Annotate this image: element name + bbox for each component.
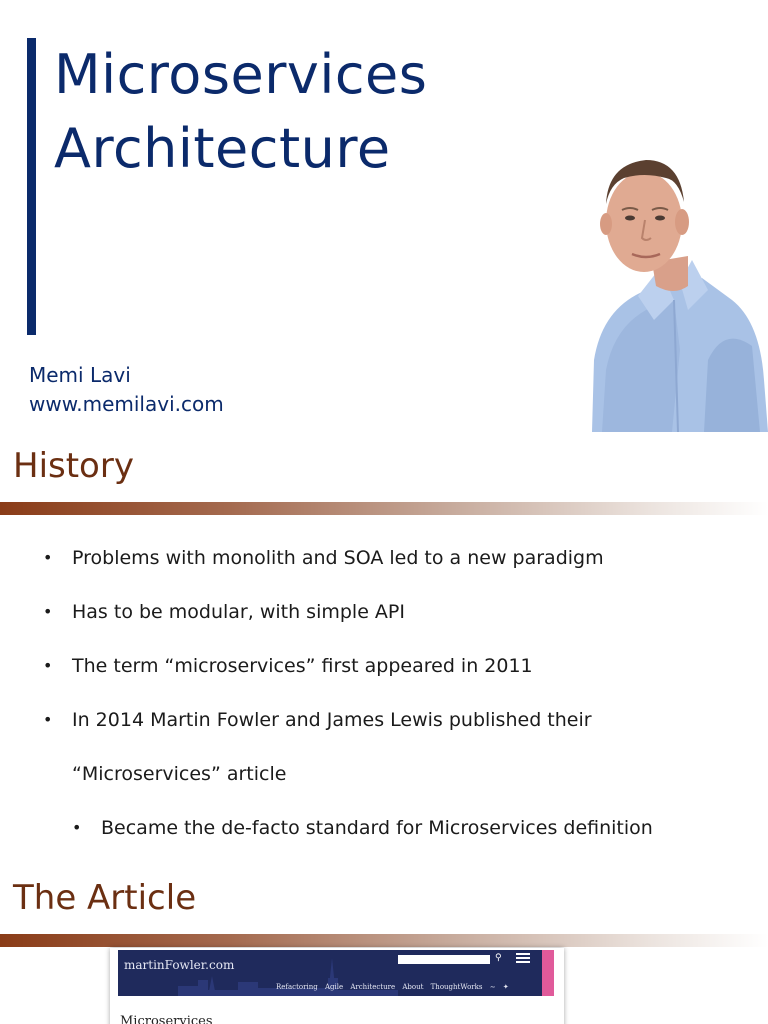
bullet-text: “Microservices” article xyxy=(72,763,287,785)
article-page-title: Microservices xyxy=(120,1014,213,1024)
article-slide xyxy=(0,864,768,1024)
search-icon: ⚲ xyxy=(495,953,502,963)
menu-icon xyxy=(516,951,530,963)
nav-item-agile: Agile xyxy=(324,983,344,991)
title-slide xyxy=(0,0,768,432)
author-block xyxy=(29,361,224,419)
article-screenshot xyxy=(110,948,564,1024)
bullet-text: The term “microservices” first appeared in 2011 xyxy=(72,655,533,677)
author-website: www.memilavi.com xyxy=(29,392,224,416)
bullet-item-continuation xyxy=(72,762,286,786)
site-nav xyxy=(276,983,514,991)
site-logo: martinFowler.com xyxy=(124,958,235,972)
nav-item-thoughtworks: ThoughtWorks xyxy=(430,983,483,991)
bullet-item xyxy=(43,708,592,732)
bullet-item xyxy=(43,546,604,570)
author-photo xyxy=(584,150,768,432)
site-header xyxy=(118,950,554,996)
nav-item-architecture: Architecture xyxy=(350,983,396,991)
history-title: History xyxy=(13,446,134,486)
bullet-dot-icon: • xyxy=(43,710,53,729)
nav-item-about: About xyxy=(402,983,424,991)
bullet-text: Has to be modular, with simple API xyxy=(72,601,405,623)
twitter-icon: ✦ xyxy=(502,983,509,991)
nav-item-refactoring: Refactoring xyxy=(276,983,318,991)
bullet-item xyxy=(43,654,533,678)
title-line-2: Architecture xyxy=(54,117,391,180)
site-search-input xyxy=(398,955,490,964)
sub-bullet-item xyxy=(72,816,653,840)
bullet-dot-icon: • xyxy=(43,602,53,621)
article-title: The Article xyxy=(13,878,197,918)
title-line-1: Microservices xyxy=(54,43,428,106)
history-bullet-list xyxy=(0,432,768,864)
rss-icon: ∼ xyxy=(489,983,496,991)
header-accent xyxy=(542,950,554,996)
bullet-dot-icon: • xyxy=(43,656,53,675)
history-slide xyxy=(0,432,768,864)
title-accent-bar xyxy=(27,38,36,335)
title-divider xyxy=(0,934,768,947)
bullet-dot-icon: • xyxy=(43,548,53,567)
bullet-text: Problems with monolith and SOA led to a new paradigm xyxy=(72,547,604,569)
author-name: Memi Lavi xyxy=(29,363,131,387)
bullet-text: In 2014 Martin Fowler and James Lewis published their xyxy=(72,709,592,731)
bullet-dot-icon: • xyxy=(72,818,82,837)
bullet-item xyxy=(43,600,405,624)
presentation-title xyxy=(54,38,427,186)
sub-bullet-text: Became the de-facto standard for Microservices definition xyxy=(101,817,653,839)
